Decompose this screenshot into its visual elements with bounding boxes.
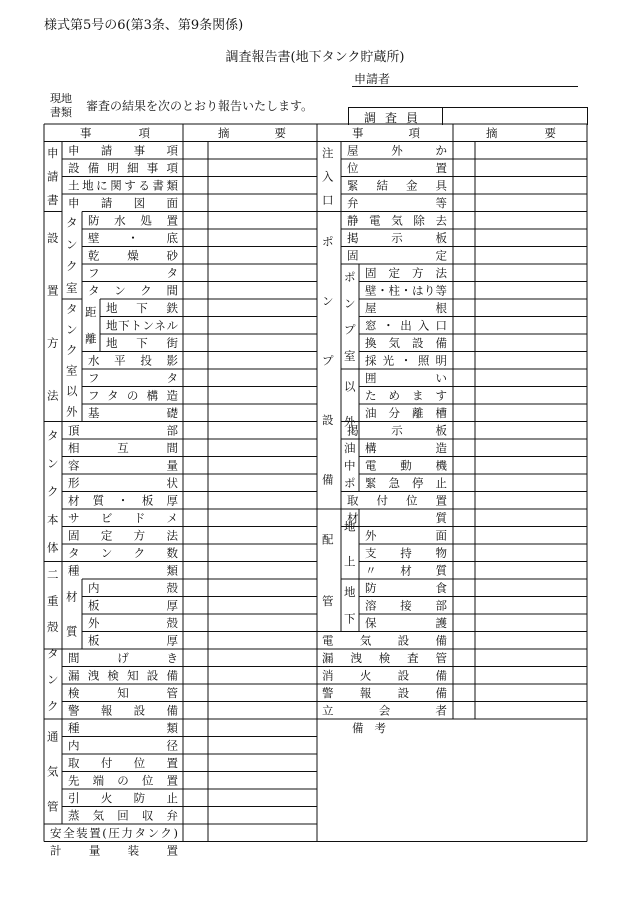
left-item-label: 申請事項 (68, 143, 178, 158)
group-pump-equipment-char: プ (322, 353, 334, 368)
right-item-label: 電動機 (365, 458, 447, 473)
right-item-label: 備考 (352, 721, 386, 735)
right-item-label: 溶接部 (365, 598, 447, 613)
left-item-label: 種類 (68, 563, 178, 578)
group-pump-room-char: ポ (344, 270, 356, 285)
right-item-label: 弁等 (347, 196, 447, 210)
group-double-shell-char: 殻 (47, 620, 59, 635)
group-vent-pipe-char: 気 (47, 764, 59, 779)
left-item-label: 地下トンネル (106, 318, 178, 333)
right-item-label: 取付位置 (347, 493, 447, 508)
left-item-label: フタ (88, 266, 178, 280)
left-item-label: 設備明細事項 (68, 161, 178, 175)
left-item-label: 漏洩検知設備 (68, 668, 178, 683)
left-item-label: 頂部 (68, 423, 178, 438)
kind-label-documents: 書類 (50, 106, 72, 119)
right-item-label: 緊結金具 (347, 178, 447, 193)
left-item-label: 安全装置(圧力タンク) (50, 826, 178, 840)
col-header-item-left: 事項 (80, 126, 150, 140)
right-item-label: 構造 (365, 441, 447, 455)
group-submerged-pump-char: 中 (344, 458, 356, 473)
group-tank-room-outside-char: ク (66, 343, 78, 358)
left-item-label: 蒸気回収弁 (68, 808, 178, 823)
group-application-char: 書 (47, 192, 59, 207)
left-item-label: 固定方法 (68, 528, 178, 543)
right-item-label: 窓・出入口 (365, 318, 447, 333)
group-tank-room-outside-char: タ (66, 302, 78, 317)
left-item-label: 種類 (68, 721, 178, 735)
left-item-label: フタ (88, 371, 178, 385)
right-item-label: 掲示板 (347, 231, 447, 245)
left-item-label: 板厚 (88, 598, 178, 613)
right-item-label: 〃材質 (365, 563, 447, 578)
group-pump-room-char: ン (344, 296, 356, 311)
left-item-label: 取付位置 (68, 756, 178, 770)
left-item-label: 乾燥砂 (88, 248, 178, 263)
group-vent-pipe-char: 通 (47, 729, 59, 744)
right-item-label: 防食 (365, 581, 447, 595)
left-item-label: サビドメ (68, 511, 178, 525)
left-item-label: 防水処置 (88, 213, 178, 228)
right-item-label: 固定 (347, 248, 447, 263)
group-above-ground-char: 上 (344, 554, 356, 569)
left-item-label: 形状 (68, 476, 178, 490)
group-pump-equipment-char: ン (322, 293, 334, 308)
right-item-label: 油分離槽 (365, 406, 447, 420)
group-tank-body-char: ク (47, 484, 59, 499)
document-title: 調査報告書(地下タンク貯蔵所) (225, 50, 405, 65)
left-item-label: 水平投影 (88, 353, 178, 368)
group-fill-port-char: 注 (322, 146, 334, 161)
group-tank-body-char: 本 (47, 512, 59, 527)
group-pump-equipment-char: ポ (322, 234, 334, 249)
group-pump-equipment-char: 備 (322, 472, 334, 487)
group-above-ground-char: 地 (344, 519, 356, 534)
right-item-label: 電気設備 (322, 633, 447, 648)
group-material-char: 材 (66, 589, 78, 604)
group-tank-room-outside-char: 外 (66, 404, 78, 419)
group-install-method-char: 法 (47, 388, 59, 403)
group-pump-room-char: プ (344, 322, 356, 337)
group-install-method-char: 置 (47, 283, 59, 298)
right-item-label: 換気設備 (365, 336, 447, 350)
col-header-item-right: 事項 (352, 126, 420, 140)
right-item-label: 掲示板 (347, 423, 447, 438)
left-item-label: 地下街 (106, 336, 178, 350)
right-item-label: ためます (365, 388, 447, 403)
right-item-label: 支持物 (365, 546, 447, 560)
group-vent-pipe-char: 管 (47, 799, 59, 814)
right-item-label: 立会者 (322, 703, 447, 718)
group-tank-body-char: タ (47, 428, 59, 443)
left-item-label: 警報設備 (68, 703, 178, 718)
group-application-char: 申 (47, 146, 59, 161)
right-item-label: 固定方法 (365, 266, 447, 280)
left-item-label: 内殻 (88, 581, 178, 595)
group-piping-char: 管 (322, 593, 334, 608)
left-item-label: 壁・底 (88, 231, 178, 245)
left-item-label: 内径 (68, 738, 178, 753)
right-item-label: 静電気除去 (347, 213, 447, 228)
group-tank-room-outside-char: ン (66, 322, 78, 337)
group-tank-room-outside-char: 室 (66, 363, 78, 378)
group-submerged-pump-char: 油 (344, 440, 356, 455)
left-item-label: 相互間 (68, 441, 178, 455)
group-tank-room-char: ク (66, 259, 78, 274)
group-material-char: 質 (66, 624, 78, 639)
group-underground-char: 下 (344, 611, 356, 626)
group-fill-port-char: 入 (322, 169, 334, 184)
group-pump-equipment-char: 設 (322, 412, 334, 427)
left-item-label: 計量装置 (50, 843, 178, 858)
group-tank-body-char: ン (47, 456, 59, 471)
right-item-label: 位置 (347, 161, 447, 175)
left-item-label: 間げき (68, 651, 178, 665)
left-item-label: 基礎 (88, 406, 178, 420)
group-tank-body-char: 体 (47, 540, 59, 555)
col-header-remarks-left: 摘要 (218, 126, 286, 140)
form-code: 様式第5号の6(第3条、第9条関係) (44, 18, 244, 33)
right-item-label: 採光・照明 (365, 353, 447, 368)
group-double-shell-char: 重 (47, 593, 59, 608)
left-item-label: 材質・板厚 (68, 493, 178, 508)
group-outside-char: 以 (344, 379, 356, 394)
right-item-label: 壁・柱・はり等 (365, 283, 447, 298)
group-double-shell-char: ク (47, 698, 59, 713)
right-item-label: 警報設備 (322, 686, 447, 700)
left-item-label: フタの構造 (88, 388, 178, 403)
group-install-method-char: 方 (47, 335, 59, 350)
group-outside-char: 外 (344, 414, 356, 429)
group-install-method-char: 設 (47, 230, 59, 245)
left-item-label: 容量 (68, 458, 178, 473)
right-item-label: 囲い (365, 371, 447, 385)
group-underground-char: 地 (344, 585, 356, 600)
group-double-shell-char: タ (47, 646, 59, 661)
right-item-label: 材質 (347, 511, 447, 525)
group-double-shell-char: ン (47, 672, 59, 687)
left-item-label: 先端の位置 (68, 773, 178, 788)
left-item-label: タンク間 (88, 283, 178, 298)
left-item-label: 検知管 (68, 686, 178, 700)
left-item-label: 申請図面 (68, 196, 178, 210)
right-item-label: 外面 (365, 528, 447, 543)
group-tank-room-char: タ (66, 215, 78, 230)
left-item-label: タンク数 (68, 546, 178, 560)
right-item-label: 漏洩検査管 (322, 651, 447, 665)
right-item-label: 屋根 (365, 301, 447, 315)
left-item-label: 外殻 (88, 616, 178, 630)
group-fill-port-char: 口 (322, 192, 334, 207)
left-item-label: 引火防止 (68, 791, 178, 805)
col-header-remarks-right: 摘要 (486, 126, 556, 140)
group-pump-room-char: 室 (344, 348, 356, 363)
right-item-label: 屋外か (347, 143, 447, 158)
left-item-label: 板厚 (88, 633, 178, 648)
left-item-label: 地下鉄 (106, 301, 178, 315)
group-double-shell-char: 二 (47, 567, 59, 582)
group-tank-room-char: ン (66, 237, 78, 252)
right-item-label: 緊急停止 (365, 476, 447, 490)
group-tank-room-outside-char: 以 (66, 383, 78, 398)
left-item-label: 土地に関する書類 (68, 178, 178, 193)
applicant-label: 申請者 (354, 72, 391, 86)
group-submerged-pump-char: ポ (344, 475, 356, 490)
intro-text: 審査の結果を次のとおり報告いたします。 (86, 99, 314, 113)
group-piping-char: 配 (322, 532, 334, 547)
right-item-label: 消火設備 (322, 668, 447, 683)
group-distance-char: 距 (85, 305, 97, 320)
right-item-label: 保護 (365, 616, 447, 630)
group-application-char: 請 (47, 169, 59, 184)
inspector-label: 調査員 (363, 111, 427, 125)
group-distance-char: 離 (85, 331, 97, 346)
kind-label-onsite: 現地 (50, 92, 72, 105)
group-tank-room-char: 室 (66, 281, 78, 296)
